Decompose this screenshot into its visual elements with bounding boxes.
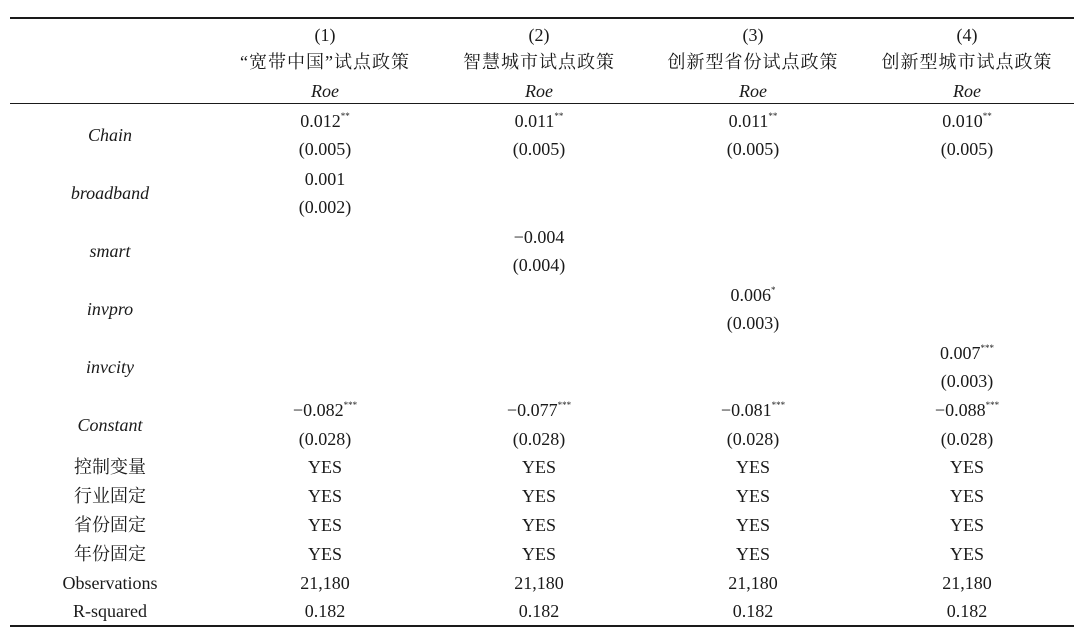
row-label-smart: smart	[89, 241, 131, 261]
table-cell: YES	[521, 515, 556, 535]
column-number: (2)	[528, 25, 550, 45]
se-cell: (0.005)	[940, 139, 994, 159]
row-label-year-fe: 年份固定	[74, 544, 146, 564]
dependent-variable: Roe	[953, 81, 981, 101]
table-cell: 21,180	[942, 573, 992, 593]
coef-cell: 0.006*	[730, 285, 776, 305]
coef-cell: 0.007***	[940, 343, 994, 363]
table-cell: YES	[735, 544, 770, 564]
row-label-chain: Chain	[87, 125, 132, 145]
table-cell: YES	[949, 486, 984, 506]
row-label-observations: Observations	[62, 573, 158, 593]
se-cell: (0.003)	[940, 371, 994, 391]
table-cell: 0.182	[518, 601, 560, 621]
column-title: 创新型省份试点政策	[667, 52, 839, 72]
table-cell: YES	[307, 486, 342, 506]
table-cell: YES	[735, 457, 770, 477]
se-cell: (0.003)	[726, 313, 780, 333]
column-title: “宽带中国”试点政策	[240, 52, 410, 72]
coef-cell: −0.082***	[292, 400, 358, 420]
table-top-rule	[10, 17, 1074, 19]
column-number: (1)	[314, 25, 336, 45]
se-cell: (0.028)	[298, 429, 352, 449]
table-cell: YES	[307, 457, 342, 477]
coef-cell: 0.011**	[514, 111, 564, 131]
table-cell: 21,180	[300, 573, 350, 593]
se-cell: (0.005)	[512, 139, 566, 159]
table-cell: YES	[307, 544, 342, 564]
table-cell: 21,180	[514, 573, 564, 593]
se-cell: (0.028)	[940, 429, 994, 449]
dependent-variable: Roe	[525, 81, 553, 101]
se-cell: (0.028)	[726, 429, 780, 449]
table-cell: 21,180	[728, 573, 778, 593]
coef-cell: 0.010**	[942, 111, 992, 131]
row-label-industry-fe: 行业固定	[74, 486, 146, 506]
table-cell: YES	[949, 515, 984, 535]
table-cell: YES	[949, 544, 984, 564]
row-label-invcity: invcity	[86, 357, 134, 377]
row-label-province-fe: 省份固定	[74, 515, 146, 535]
se-cell: (0.028)	[512, 429, 566, 449]
row-label-controls: 控制变量	[74, 457, 146, 477]
table-header-rule	[10, 103, 1074, 104]
coef-cell: −0.077***	[506, 400, 572, 420]
table-cell: 0.182	[732, 601, 774, 621]
se-cell: (0.004)	[512, 255, 566, 275]
se-cell: (0.005)	[726, 139, 780, 159]
column-title: 创新型城市试点政策	[881, 52, 1053, 72]
coef-cell: −0.088***	[934, 400, 1000, 420]
se-cell: (0.002)	[298, 197, 352, 217]
dependent-variable: Roe	[311, 81, 339, 101]
table-cell: 0.182	[946, 601, 988, 621]
column-number: (3)	[742, 25, 764, 45]
column-number: (4)	[956, 25, 978, 45]
row-label-r-squared: R-squared	[73, 601, 147, 621]
table-cell: YES	[735, 486, 770, 506]
dependent-variable: Roe	[739, 81, 767, 101]
table-bottom-rule	[10, 625, 1074, 627]
table-cell: YES	[521, 544, 556, 564]
coef-cell: −0.004	[513, 227, 565, 247]
table-cell: YES	[521, 486, 556, 506]
table-cell: YES	[735, 515, 770, 535]
coef-cell: 0.001	[304, 169, 346, 189]
se-cell: (0.005)	[298, 139, 352, 159]
column-title: 智慧城市试点政策	[463, 52, 615, 72]
table-cell: 0.182	[304, 601, 346, 621]
coef-cell: −0.081***	[720, 400, 786, 420]
coef-cell: 0.011**	[728, 111, 778, 131]
table-cell: YES	[949, 457, 984, 477]
table-cell: YES	[307, 515, 342, 535]
table-cell: YES	[521, 457, 556, 477]
coef-cell: 0.012**	[300, 111, 350, 131]
row-label-broadband: broadband	[70, 183, 150, 203]
row-label-invpro: invpro	[86, 299, 134, 319]
row-label-constant: Constant	[77, 415, 143, 435]
